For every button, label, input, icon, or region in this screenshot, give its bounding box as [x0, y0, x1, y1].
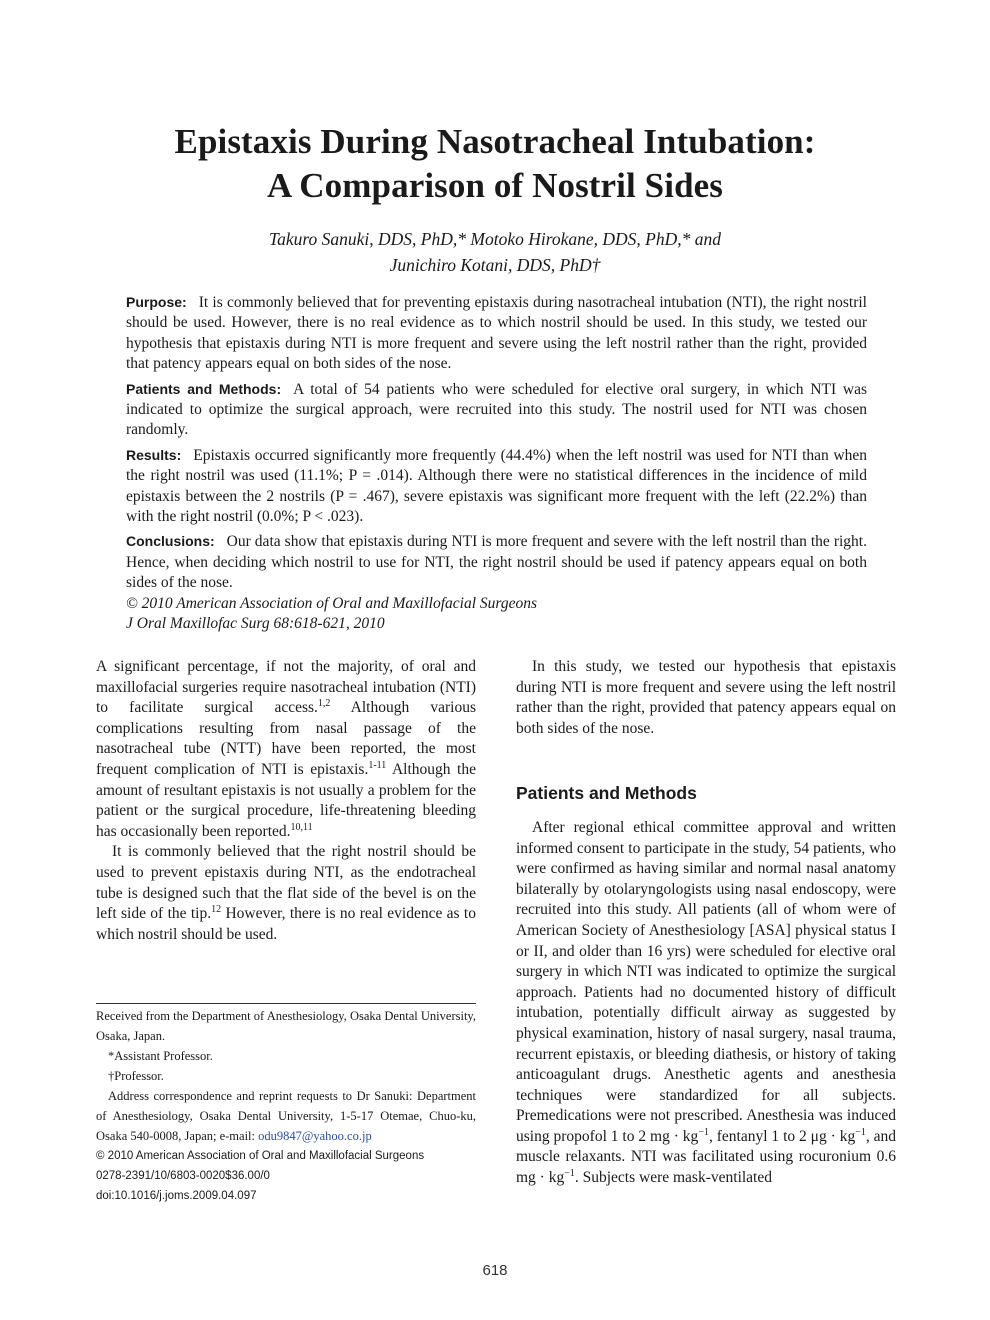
- methods-text-c: , and muscle relaxants. NTI was facilitated using rocuronium 0.6 mg · kg: [516, 1127, 896, 1187]
- title-line-2: A Comparison of Nostril Sides: [267, 166, 723, 205]
- abstract: [126, 292, 867, 635]
- footnote-issn: 0278-2391/10/6803-0020$36.00/0: [96, 1170, 270, 1182]
- page-number: 618: [482, 1262, 508, 1279]
- results-text: Epistaxis occurred significantly more frequently (44.4%) when the left nostril was used for NTI than when the right nostril was used (11.1%; P = .014). Although there were no statistical differences in the incidence of mild epistaxis between the 2 nostrils (P = .467), severe epistaxis was significant more frequent with the left (22.2%) than with the right nostril (0.0%; P < .023).: [126, 446, 867, 526]
- methods-label: Patients and Methods:: [126, 380, 282, 397]
- methods-text-a: After regional ethical committee approval and written informed consent to participate in the study, 54 patients, who were confirmed as having similar and normal nasal anatomy bilaterally by otolaryngologists using nasal endoscopy, were recruited into this study. All patients (all of whom were of American Society of Anesthesiology [ASA] physical status I or II, and older than 16 yrs) were scheduled for elective oral surgery in which NTI was indicated to optimize the surgical approach. Patients had no documented history of difficult intubation, potentially difficult airway as suggested by physical examination, history of nasal surgery, nasal trauma, recurrent epistaxis, or bleeding diathesis, or history of taking anticoagulant drugs. Anesthetic agents and anesthesia techniques were standardized for all subjects. Premedications were not prescribed. Anesthesia was induced using propofol 1 to 2 mg · kg: [516, 818, 896, 1145]
- intro-text-e: However, there is no real evidence as to which nostril should be used.: [96, 905, 476, 943]
- article-title: [60, 120, 930, 208]
- right-column: [516, 657, 896, 1189]
- abstract-methods: [126, 379, 867, 441]
- abstract-conclusions: [126, 531, 867, 593]
- footnotes: [96, 1003, 476, 1206]
- footnote-assistant: *Assistant Professor.: [108, 1049, 213, 1063]
- purpose-text: It is commonly believed that for preventing epistaxis during nasotracheal intubation (NTI), the right nostril should be used. However, there is no real evidence as to which nostril should be used. In this study, we tested our hypothesis that epistaxis during NTI is more frequent and severe using the left nostril rather than the right, provided that patency appears equal on both sides of the nose.: [126, 294, 867, 373]
- methods-text-b: , fentanyl 1 to 2 μg · kg: [708, 1127, 856, 1145]
- exponent: −1: [855, 1126, 866, 1138]
- title-line-1: Epistaxis During Nasotracheal Intubation:: [174, 122, 816, 161]
- footnote-received: Received from the Department of Anesthesiology, Osaka Dental University, Osaka, Japan.: [96, 1009, 476, 1043]
- authors-line-2: Junichiro Kotani, DDS, PhD†: [389, 255, 601, 275]
- author-list: [80, 226, 910, 278]
- reference-link[interactable]: 1,2: [317, 698, 331, 710]
- conclusions-text: Our data show that epistaxis during NTI is more frequent and severe with the left nostril than the right. Hence, when deciding which nostril to use for NTI, the right nostril should be used if patency appears equal on both sides of the nose.: [126, 533, 867, 592]
- results-label: Results:: [126, 446, 182, 463]
- reference-link[interactable]: 1-11: [368, 759, 387, 771]
- abstract-purpose: [126, 292, 867, 375]
- intro-text-c: Although the amount of resultant epistaxis is not usually a problem for the patient or the surgical procedure, life-threatening bleeding has occasionally been reported.: [96, 760, 476, 840]
- footnote-address: [96, 1086, 476, 1146]
- conclusions-label: Conclusions:: [126, 533, 215, 550]
- footnote-doi: doi:10.1016/j.joms.2009.04.097: [96, 1190, 257, 1202]
- left-column: [96, 657, 476, 945]
- footnote-professor: †Professor.: [108, 1069, 164, 1083]
- authors-line-1: Takuro Sanuki, DDS, PhD,* Motoko Hirokane, DDS, PhD,* and: [268, 229, 722, 249]
- methods-paragraph: [516, 818, 896, 1189]
- exponent: −1: [698, 1126, 709, 1138]
- address-text: Address correspondence and reprint requests to Dr Sanuki: Department of Anesthesiology, Osaka Dental University, 1-5-17 Otemae, Chuo-ku, Osaka 540-0008, Japan; e-mail:: [96, 1089, 476, 1143]
- reference-link[interactable]: 12: [211, 904, 222, 916]
- methods-text: A total of 54 patients who were scheduled for elective oral surgery, in which NTI was indicated to optimize the surgical approach, were recruited into this study. The nostril used for NTI was chosen randomly.: [126, 380, 867, 439]
- purpose-label: Purpose:: [126, 294, 187, 310]
- intro-text-d: It is commonly believed that the right nostril should be used to prevent epistaxis during NTI, as the endotracheal tube is designed such that the flat side of the bevel is on the left side of the tip.: [96, 843, 476, 923]
- abstract-copyright: © 2010 American Association of Oral and Maxillofacial Surgeons: [126, 594, 538, 612]
- section-heading: Patients and Methods: [516, 783, 697, 804]
- footnote-copyright: © 2010 American Association of Oral and Maxillofacial Surgeons: [96, 1150, 425, 1162]
- intro-text-b: Although various complications resulting from nasal passage of the nasotracheal tube (NTT) have been reported, the most frequent complication of NTI is epistaxis.: [96, 699, 476, 778]
- email-link[interactable]: odu9847@yahoo.co.jp: [258, 1129, 372, 1143]
- journal-citation: J Oral Maxillofac Surg 68:618-621, 2010: [126, 615, 385, 633]
- abstract-results: [126, 445, 867, 528]
- intro-paragraph-2: [96, 842, 476, 945]
- hypothesis-paragraph: In this study, we tested our hypothesis that epistaxis during NTI is more frequent and severe using the left nostril rather than the right, provided that patency appears equal on both sides of the nose.: [516, 658, 896, 737]
- intro-text-a: A significant percentage, if not the majority, of oral and maxillofacial surgeries require nasotracheal intubation (NTI) to facilitate surgical access.: [96, 658, 476, 717]
- exponent: −1: [564, 1168, 575, 1180]
- methods-text-d: . Subjects were mask-ventilated: [574, 1169, 772, 1187]
- reference-link[interactable]: 10,11: [290, 821, 313, 833]
- intro-paragraph-1: [96, 657, 476, 842]
